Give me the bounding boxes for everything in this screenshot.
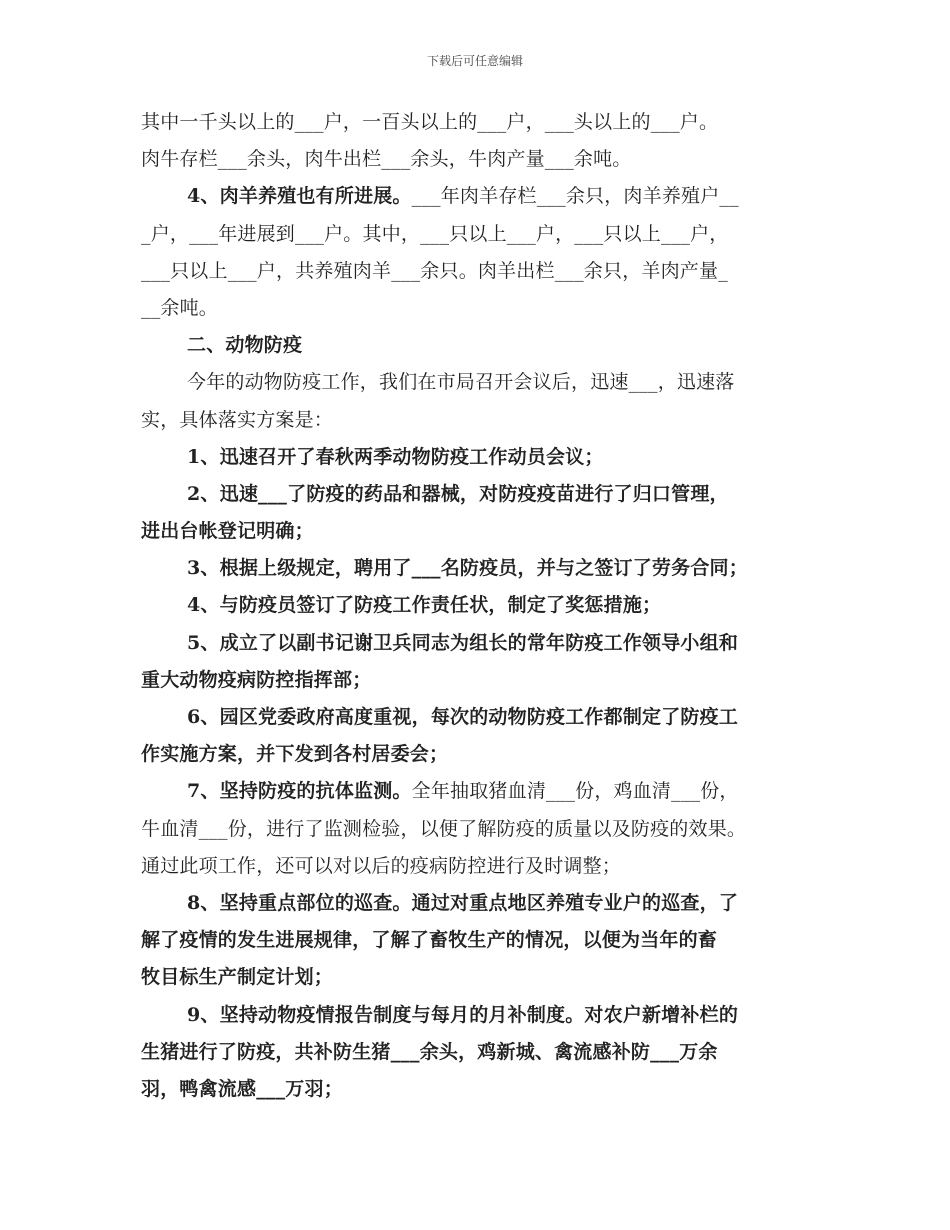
text-run: 肉牛存栏___余头，肉牛出栏___余头，牛肉产量___余吨。 — [141, 148, 632, 171]
text-line — [141, 848, 821, 885]
text-run: 8、坚持重点部位的巡查。通过对重点地区养殖专业户的巡查，了 — [187, 891, 739, 914]
text-line — [141, 699, 821, 736]
text-run: 2、迅速___了防疫的药品和器械，对防疫疫苗进行了归口管理， — [187, 482, 729, 505]
text-run: 生猪进行了防疫，共补防生猪___余头，鸡新城、禽流感补防___万余 — [141, 1040, 718, 1063]
text-line — [141, 402, 821, 439]
text-run: 通过此项工作，还可以对以后的疫病防控进行及时调整； — [141, 854, 622, 877]
text-run: 今年的动物防疫工作，我们在市局召开会议后，迅速___，迅速落 — [187, 371, 735, 394]
text-line — [141, 736, 821, 773]
text-line — [141, 1071, 821, 1108]
text-run: 重大动物疫病防控指挥部； — [141, 668, 372, 691]
text-line — [141, 773, 821, 810]
text-run: 牧目标生产制定计划； — [141, 966, 334, 989]
text-line — [141, 253, 821, 290]
text-run: 1、迅速召开了春秋两季动物防疫工作动员会议； — [187, 445, 604, 468]
text-run: 4、肉羊养殖也有所进展。 — [187, 185, 412, 208]
text-line — [141, 439, 821, 476]
text-run: 羽，鸭禽流感___万羽； — [141, 1077, 343, 1100]
text-run: 牛血清___份，进行了监测检验，以便了解防疫的质量以及防疫的效果。 — [141, 817, 747, 840]
text-run: 二、动物防疫 — [187, 334, 303, 357]
text-line — [141, 476, 821, 513]
text-run: 5、成立了以副书记谢卫兵同志为组长的常年防疫工作领导小组和 — [187, 631, 739, 654]
text-run: 全年抽取猪血清___份，鸡血清___份， — [411, 780, 739, 803]
text-line — [141, 922, 821, 959]
text-line — [141, 290, 821, 327]
text-line — [141, 959, 821, 996]
text-run: __余吨。 — [141, 296, 219, 319]
text-line — [141, 178, 821, 215]
text-run: 9、坚持动物疫情报告制度与每月的月补制度。对农户新增补栏的 — [187, 1003, 739, 1026]
text-run: 6、园区党委政府高度重视，每次的动物防疫工作都制定了防疫工 — [187, 706, 739, 728]
text-line — [141, 662, 821, 699]
text-run: 4、与防疫员签订了防疫工作责任状，制定了奖惩措施； — [187, 594, 662, 617]
text-line — [141, 811, 821, 848]
text-line — [141, 1034, 821, 1071]
text-run: 作实施方案，并下发到各村居委会； — [141, 743, 449, 766]
text-line — [141, 141, 821, 178]
text-line — [141, 997, 821, 1034]
text-run: 进出台帐登记明确； — [141, 520, 314, 543]
text-run: 其中一千头以上的___户，一百头以上的___户，___头以上的___户。 — [141, 111, 719, 133]
text-line — [141, 885, 821, 922]
document-body — [141, 104, 821, 1108]
text-run: _户，___年进展到___户。其中，___只以上___户，___只以上___户， — [141, 222, 729, 245]
text-run: 解了疫情的发生进展规律，了解了畜牧生产的情况，以便为当年的畜 — [141, 929, 718, 952]
text-run: 3、根据上级规定，聘用了___名防疫员，并与之签订了劳务合同； — [187, 557, 748, 580]
text-run: ___年肉羊存栏___余只，肉羊养殖户__ — [411, 185, 739, 208]
section-heading — [141, 327, 821, 364]
text-run: 7、坚持防疫的抗体监测。 — [187, 780, 412, 803]
text-line — [141, 513, 821, 550]
text-line — [141, 216, 821, 253]
text-line — [141, 364, 821, 401]
text-line — [141, 550, 821, 587]
text-line — [141, 625, 821, 662]
text-line — [141, 587, 821, 624]
page-header: 下载后可任意编辑 — [426, 54, 523, 68]
text-run: ___只以上___户，共养殖肉羊___余只。肉羊出栏___余只，羊肉产量_ — [141, 259, 728, 282]
text-run: 实，具体落实方案是： — [141, 408, 334, 431]
text-line — [141, 104, 821, 141]
